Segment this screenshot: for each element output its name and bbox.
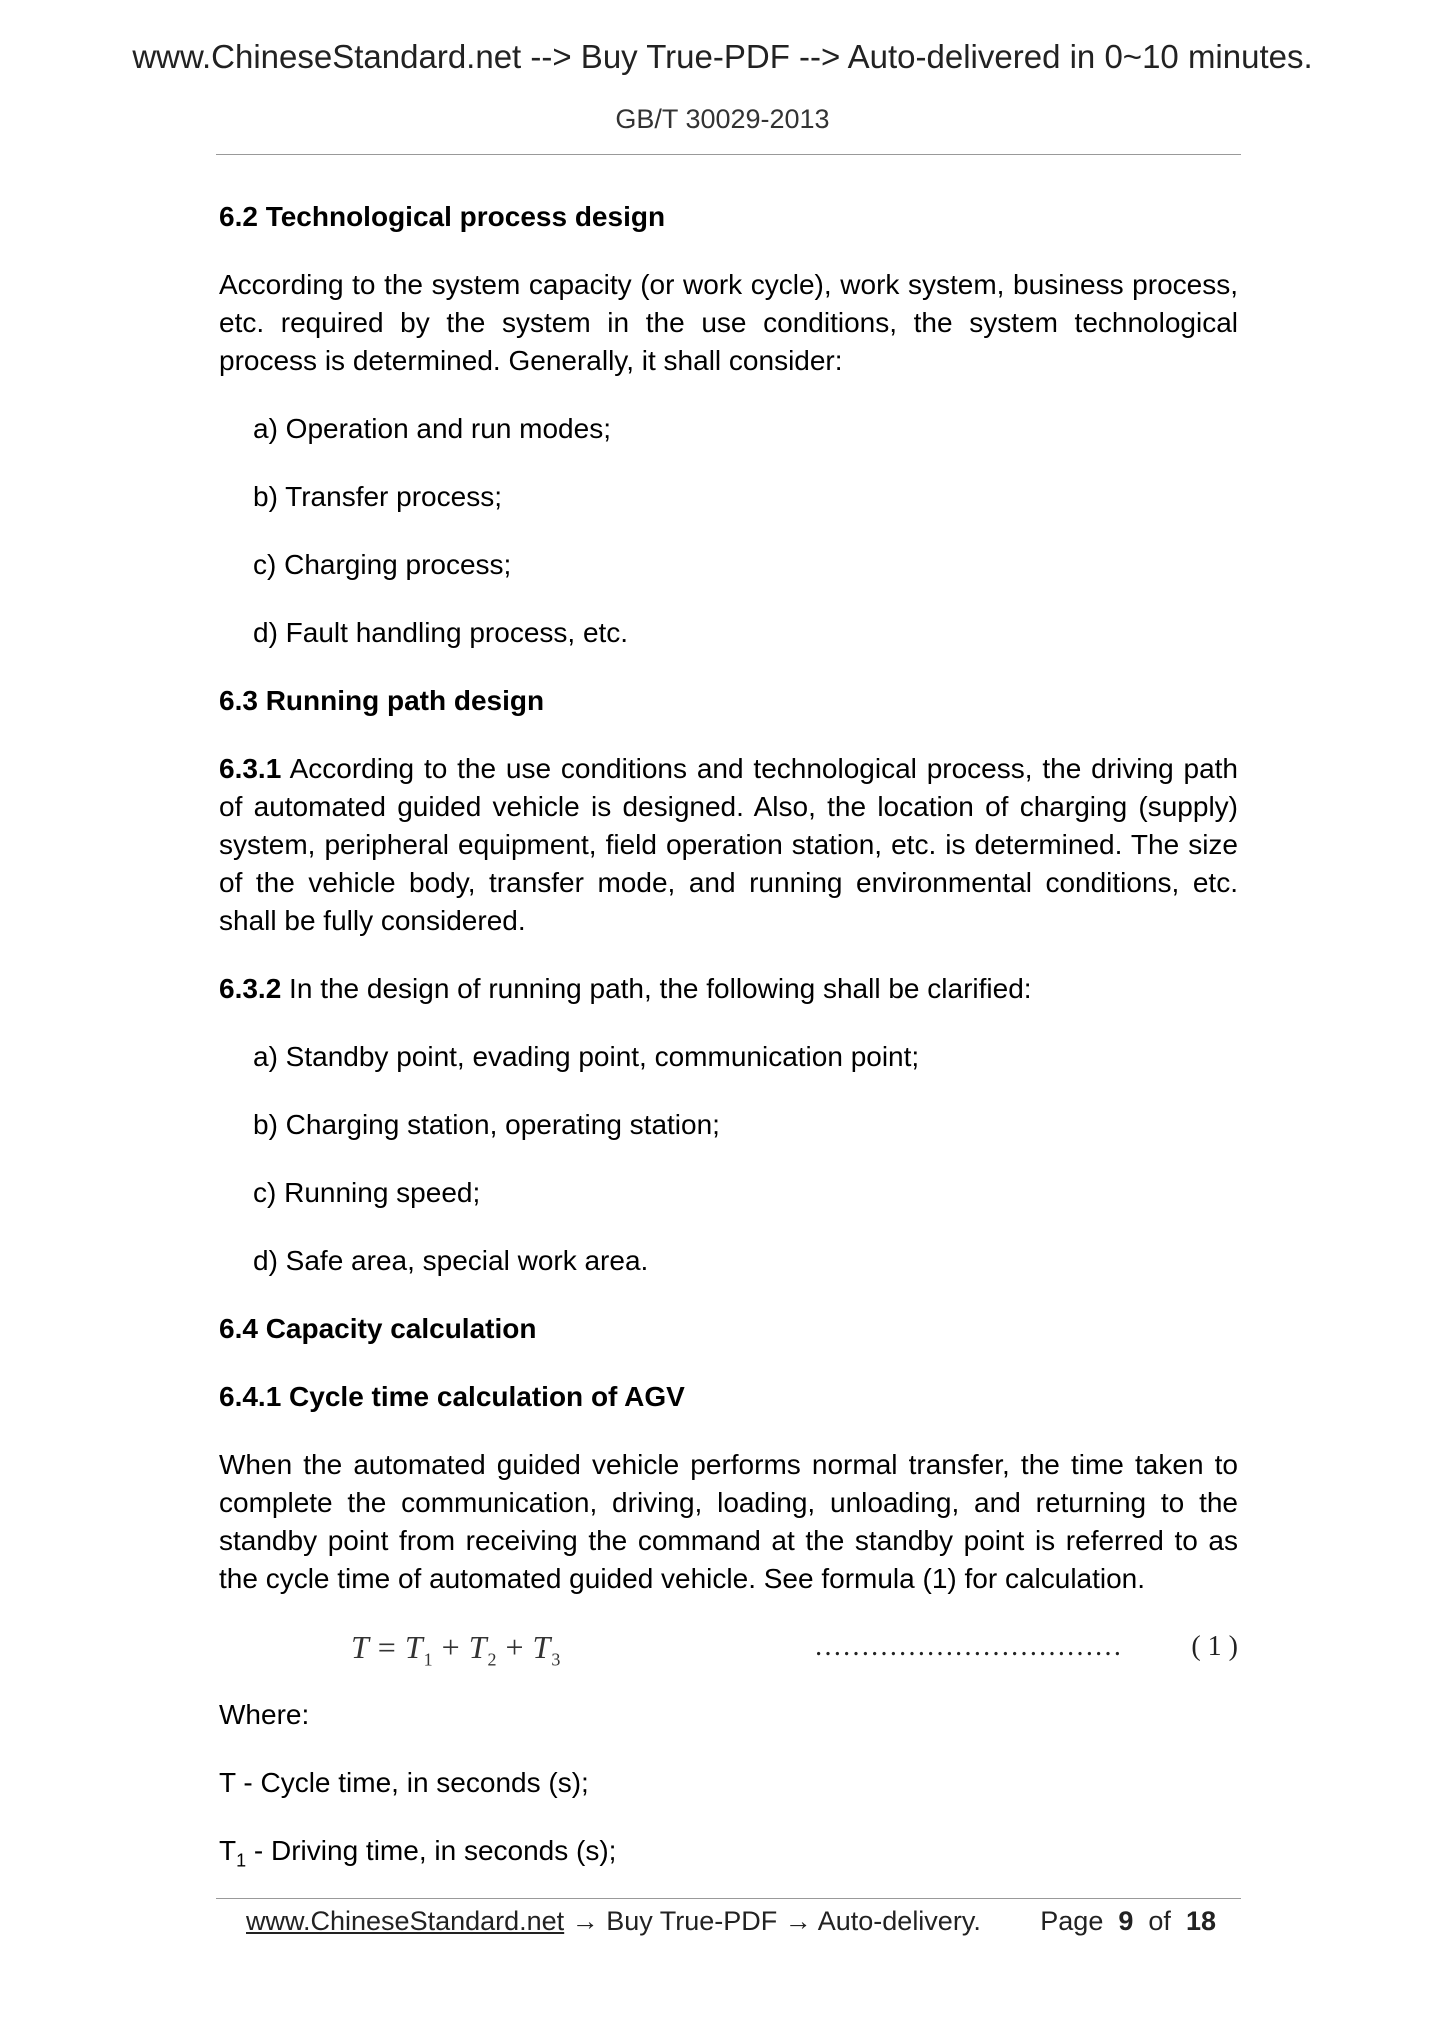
- list-item: d) Safe area, special work area.: [253, 1245, 649, 1276]
- where-label: Where:: [219, 1699, 310, 1730]
- list-item: b) Transfer process;: [253, 481, 502, 512]
- formula-1: [219, 1628, 1238, 1670]
- header-banner: www.ChineseStandard.net --> Buy True-PDF --> Auto-delivered in 0~10 minutes.: [132, 38, 1313, 75]
- page-content: [219, 198, 1238, 1910]
- list-item: c) Charging process;: [253, 549, 512, 580]
- definition-t: T - Cycle time, in seconds (s);: [219, 1767, 589, 1798]
- definition-t1: $T_1$ - Driving time, in seconds (s);: [219, 1835, 617, 1871]
- clause-6-3-2: [219, 970, 1238, 1008]
- list-item: a) Operation and run modes;: [253, 413, 611, 444]
- clause-number: 6.3.2: [219, 973, 282, 1004]
- formula-number: ( 1 ): [1191, 1631, 1238, 1662]
- page-indicator: Page 9 of 18: [1040, 1906, 1216, 1936]
- section-6-4-heading: 6.4 Capacity calculation: [219, 1313, 537, 1344]
- formula-expression: $T = T_1 + T_2 + T_3$: [351, 1629, 562, 1670]
- clause-6-3-1: [219, 750, 1238, 940]
- footer-link[interactable]: www.ChineseStandard.net: [246, 1906, 565, 1936]
- clause-text: In the design of running path, the following shall be clarified:: [281, 973, 1032, 1004]
- header-divider: [216, 154, 1241, 155]
- clause-text: According to the use conditions and technological process, the driving path of automated guided vehicle is designed. Also, the location of charging (supply) system, peripheral equipment, field operation station, etc. is determined. The size of the vehicle body, transfer mode, and running environmental conditions, etc. shall be fully considered.: [219, 753, 1238, 936]
- section-6-4-1-heading: 6.4.1 Cycle time calculation of AGV: [219, 1381, 685, 1412]
- list-item: a) Standby point, evading point, communication point;: [253, 1041, 920, 1072]
- section-6-4-1-paragraph: When the automated guided vehicle performs normal transfer, the time taken to complete the communication, driving, loading, unloading, and returning to the standby point from receiving the command at the standby point is referred to as the cycle time of automated guided vehicle. See formula (1) for calculation.: [219, 1449, 1238, 1594]
- footer: [246, 1906, 1216, 1937]
- footer-text: → Buy True-PDF → Auto-delivery.: [564, 1906, 981, 1936]
- clause-number: 6.3.1: [219, 753, 282, 784]
- section-6-2-paragraph: According to the system capacity (or work cycle), work system, business process, etc. required by the system in the use conditions, the system technological process is determined. Generally, it shall consider:: [219, 269, 1238, 376]
- list-item: b) Charging station, operating station;: [253, 1109, 720, 1140]
- page-total: 18: [1185, 1906, 1216, 1936]
- footer-divider: [216, 1898, 1241, 1899]
- section-6-3-heading: 6.3 Running path design: [219, 685, 545, 716]
- section-6-2-heading: 6.2 Technological process design: [219, 201, 666, 232]
- page-number: 9: [1118, 1906, 1134, 1936]
- list-item: d) Fault handling process, etc.: [253, 617, 629, 648]
- formula-leader-dots: ……………………………: [814, 1631, 1122, 1662]
- document-code: GB/T 30029-2013: [615, 104, 830, 134]
- list-item: c) Running speed;: [253, 1177, 481, 1208]
